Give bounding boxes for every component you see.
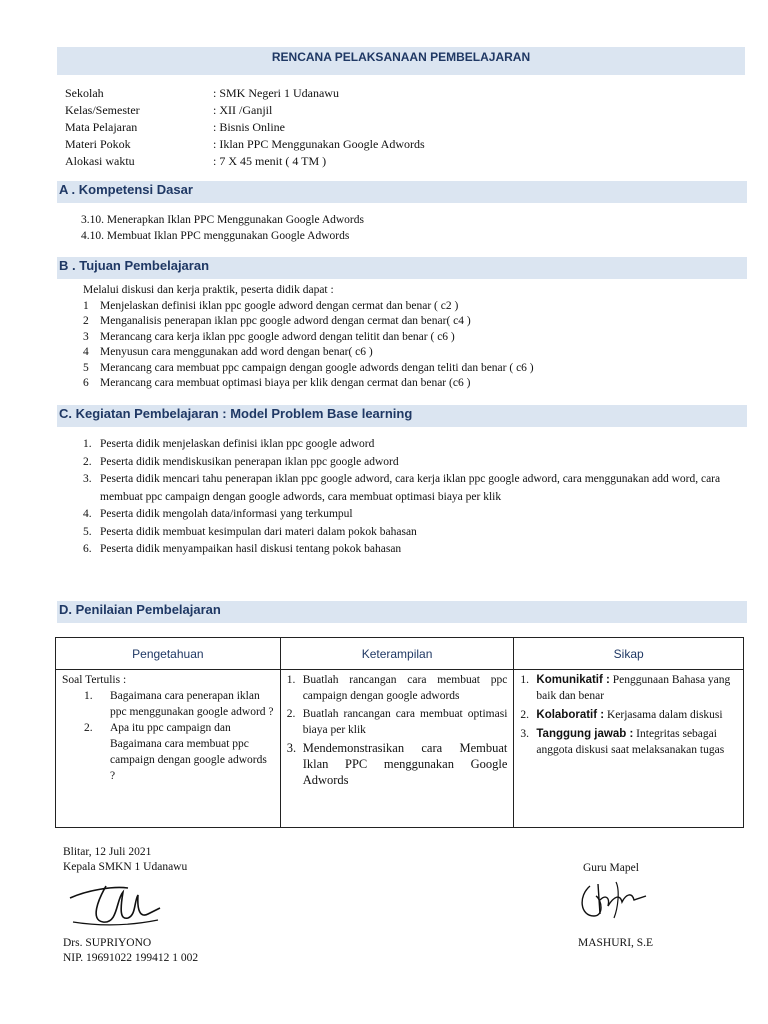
identity-value: : Iklan PPC Menggunakan Google Adwords <box>213 137 425 151</box>
list-item: 3.10. Menerapkan Iklan PPC Menggunakan Google Adwords <box>81 214 364 226</box>
list-item: 3. Mendemonstrasikan cara Membuat Iklan PPC menggunakan Google Adwords <box>286 741 508 787</box>
list-item: 3 Merancang cara kerja iklan ppc google adword dengan telitit dan benar ( c6 ) <box>83 330 455 343</box>
section-c-heading-bar <box>57 405 747 427</box>
column-header-skills: Keterampilan <box>280 638 514 670</box>
identity-row <box>65 102 425 119</box>
section-b-list <box>83 283 703 392</box>
section-c-heading: C. Kegiatan Pembelajaran : Model Problem Base learning <box>59 406 413 421</box>
list-item: 2 Menganalisis penerapan iklan ppc google adword dengan cermat dan benar( c4 ) <box>83 315 471 327</box>
assessment-table <box>55 637 744 828</box>
section-c-list <box>83 436 728 559</box>
identity-row <box>65 153 425 170</box>
section-b-intro: Melalui diskusi dan kerja praktik, peserta didik dapat : <box>83 284 334 296</box>
list-item: 4. Peserta didik mengolah data/informasi yang terkumpul <box>83 508 353 520</box>
section-d-heading-bar <box>57 601 747 623</box>
identity-value: : XII /Ganjil <box>213 103 273 117</box>
document-title-bar <box>57 47 745 75</box>
identity-label: Mata Pelajaran <box>65 120 138 134</box>
identity-row <box>65 136 425 153</box>
list-item: 3. Peserta didik mencari tahu penerapan iklan ppc google adword, cara kerja iklan ppc google adword, cara menggunakan add word, cara membuat ppc campaign dengan google adwords, cara membuat optimasi biaya per klik <box>83 473 721 503</box>
column-header-knowledge: Pengetahuan <box>56 638 281 670</box>
list-item: 1. Peserta didik menjelaskan definisi iklan ppc google adword <box>83 438 375 450</box>
table-header-row <box>56 638 744 670</box>
identity-row <box>65 119 425 136</box>
signature-left <box>63 845 187 875</box>
section-a-heading-bar <box>57 181 747 203</box>
list-item: 4.10. Membuat Iklan PPC menggunakan Google Adwords <box>81 229 350 242</box>
right-name: MASHURI, S.E <box>578 937 654 949</box>
list-item: 6. Peserta didik menyampaikan hasil diskusi tentang pokok bahasan <box>83 543 402 555</box>
section-b-heading: B . Tujuan Pembelajaran <box>59 258 210 273</box>
identity-value: : 7 X 45 menit ( 4 TM ) <box>213 154 327 168</box>
place-date: Blitar, 12 Juli 2021 <box>63 846 152 858</box>
signature-left-name <box>63 936 198 966</box>
identity-block <box>65 85 425 170</box>
knowledge-cell <box>56 670 281 828</box>
left-name: Drs. SUPRIYONO <box>63 937 152 949</box>
attitude-cell <box>514 670 744 828</box>
list-item: 5 Merancang cara membuat ppc campaign dengan google adwords dengan teliti dan benar ( c6 ) <box>83 361 534 374</box>
left-nip: NIP. 19691022 199412 1 002 <box>63 952 199 964</box>
document-title: RENCANA PELAKSANAAN PEMBELAJARAN <box>271 50 531 64</box>
teacher-signature <box>576 878 656 923</box>
identity-label: Sekolah <box>65 86 104 100</box>
list-item: 2. Peserta didik mendiskusikan penerapan iklan ppc google adword <box>83 455 399 468</box>
column-header-attitude: Sikap <box>514 638 744 670</box>
list-item: 2. Apa itu ppc campaign dan Bagaimana cara membuat ppc campaign dengan google adwords ? <box>84 722 267 782</box>
left-role: Kepala SMKN 1 Udanawu <box>63 861 188 873</box>
skills-cell <box>280 670 514 828</box>
identity-value: : Bisnis Online <box>213 120 286 134</box>
right-role: Guru Mapel <box>583 862 639 874</box>
section-a-heading: A . Kompetensi Dasar <box>59 182 193 197</box>
section-d-heading: D. Penilaian Pembelajaran <box>59 602 221 617</box>
principal-signature <box>68 880 163 930</box>
list-item: 6 Merancang cara membuat optimasi biaya per klik dengan cermat dan benar (c6 ) <box>83 377 471 389</box>
identity-value: : SMK Negeri 1 Udanawu <box>213 86 339 100</box>
section-a-list <box>81 213 364 244</box>
list-item: 5. Peserta didik membuat kesimpulan dari materi dalam pokok bahasan <box>83 525 417 538</box>
identity-label: Alokasi waktu <box>65 154 135 168</box>
list-item: 1. Buatlah rancangan cara membuat ppc campaign dengan google adwords <box>286 674 508 702</box>
identity-row <box>65 85 425 102</box>
table-row <box>56 670 744 828</box>
list-item: 1. Bagaimana cara penerapan iklan ppc menggunakan google adword ? <box>84 690 274 718</box>
identity-label: Materi Pokok <box>65 137 131 151</box>
list-item: 2. Buatlah rancangan cara membuat optimasi biaya per klik <box>286 708 508 736</box>
list-item: 4 Menyusun cara menggunakan add word dengan benar( c6 ) <box>83 346 373 358</box>
section-b-heading-bar <box>57 257 747 279</box>
identity-label: Kelas/Semester <box>65 103 140 117</box>
list-item: 1 Menjelaskan definisi iklan ppc google adword dengan cermat dan benar ( c2 ) <box>83 299 459 312</box>
list-item: 2. Kolaboratif : Kerjasama dalam diskusi <box>520 709 723 721</box>
list-item: 3. Tanggung jawab : Integritas sebagai anggota diskusi saat melaksanakan tugas <box>520 728 725 756</box>
knowledge-intro: Soal Tertulis : <box>62 674 127 686</box>
list-item: 1. Komunikatif : Penggunaan Bahasa yang baik dan benar <box>520 674 731 702</box>
